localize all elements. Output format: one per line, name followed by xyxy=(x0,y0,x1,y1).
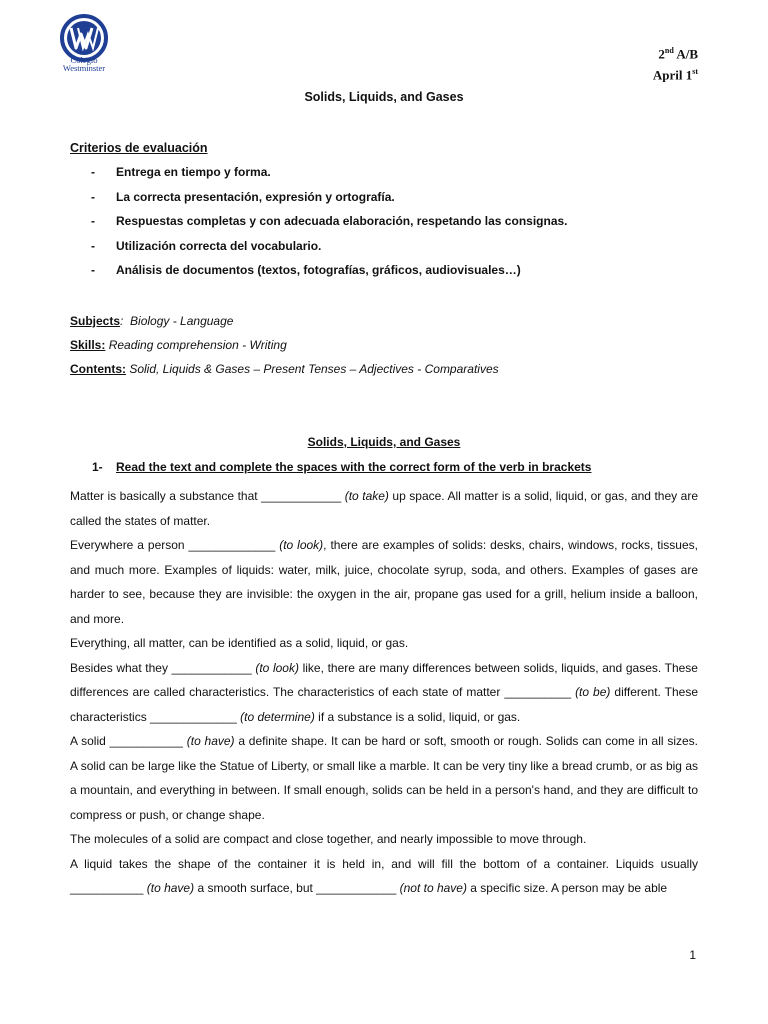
verb-hint: (to have) xyxy=(146,881,195,895)
grade-date-block xyxy=(653,42,698,85)
paragraph-text: Everywhere a person _____________ xyxy=(70,538,280,552)
paragraph xyxy=(70,533,698,631)
paragraph-text: Besides what they ____________ xyxy=(70,660,256,675)
paragraph-text: up space. All matter is a solid, liquid, or gas, and they are called the states of matter. xyxy=(70,489,698,528)
date-label: April 1st xyxy=(652,67,698,83)
paragraph-text: Everything, all matter, can be identified as a solid, liquid, or gas. xyxy=(70,636,409,650)
criteria-list xyxy=(70,165,568,288)
exercise-text xyxy=(70,484,698,901)
section-title: Solids, Liquids, and Gases xyxy=(307,435,461,449)
exercise-instruction: 1- Read the text and complete the spaces with the correct form of the verb in brackets xyxy=(92,460,592,474)
subjects-line: Subjects: Biology - Language xyxy=(70,314,234,328)
paragraph-text: , there are examples of solids: desks, chairs, windows, rocks, tissues, and much more. Examples of liquids: water, milk, juice, chocolate syrup, soda, and others. Examples of gases are harder to see, because they are invisible: the oxygen in the air, propane gas used for a grill, helium inside a balloon, and more. xyxy=(70,538,698,626)
grade-label: 2nd A/B xyxy=(658,46,698,62)
paragraph xyxy=(70,631,698,656)
paragraph xyxy=(70,852,698,901)
paragraph-text: if a substance is a solid, liquid, or gas. xyxy=(314,709,521,724)
paragraph-text: The molecules of a solid are compact and close together, and nearly impossible to move through. xyxy=(70,832,587,846)
criteria-item: - Análisis de documentos (textos, fotografías, gráficos, audiovisuales…) xyxy=(91,263,521,277)
verb-hint: (not to have) xyxy=(399,881,467,895)
skills-line: Skills: Reading comprehension - Writing xyxy=(70,338,287,352)
page-number: 1 xyxy=(689,948,696,962)
criteria-item: - Entrega en tiempo y forma. xyxy=(91,165,271,179)
criteria-item: - La correcta presentación, expresión y ortografía. xyxy=(91,189,395,204)
verb-hint: (to take) xyxy=(344,489,389,503)
verb-hint: (to have) xyxy=(186,734,235,748)
paragraph xyxy=(70,827,698,852)
verb-hint: (to be) xyxy=(575,685,611,699)
page-title: Solids, Liquids, and Gases xyxy=(304,90,464,104)
paragraph-text: different. These characteristics _____________ xyxy=(70,685,699,724)
verb-hint: (to look) xyxy=(279,538,324,552)
paragraph-text: A solid ___________ xyxy=(70,734,187,748)
contents-line: Contents: Solid, Liquids & Gases – Present Tenses – Adjectives - Comparatives xyxy=(70,362,499,376)
paragraph-text: a definite shape. It can be hard or soft, smooth or rough. Solids can come in all sizes. A solid can be large like the Statue of Liberty, or small like a marble. It can be very tiny like a bread crumb, or as big as a mountain, and everything in between. If small enough, solids can be held in a person's hand, and they are difficult to compress or push, or change shape. xyxy=(70,734,698,822)
paragraph-text: a smooth surface, but ____________ xyxy=(194,881,400,895)
verb-hint: (to look) xyxy=(255,660,299,675)
paragraph-text: Matter is basically a substance that ____________ xyxy=(70,489,345,503)
paragraph xyxy=(70,729,698,827)
paragraph-text: like, there are many differences between solids, liquids, and gases. These differences are called characteristics. The characteristics of each state of matter __________ xyxy=(70,660,698,699)
criteria-item: - Utilización correcta del vocabulario. xyxy=(91,238,322,253)
paragraph xyxy=(70,484,698,533)
criteria-item: - Respuestas completas y con adecuada elaboración, respetando las consignas. xyxy=(91,214,568,228)
paragraph-text: A liquid takes the shape of the container it is held in, and will fill the bottom of a container. Liquids usually ___________ xyxy=(70,856,698,895)
logo-text: Colegio Westminster xyxy=(62,55,106,73)
paragraph xyxy=(70,656,698,730)
verb-hint: (to determine) xyxy=(240,709,315,724)
paragraph-text: a specific size. A person may be able xyxy=(466,881,668,895)
criteria-heading: Criterios de evaluación xyxy=(70,141,208,155)
